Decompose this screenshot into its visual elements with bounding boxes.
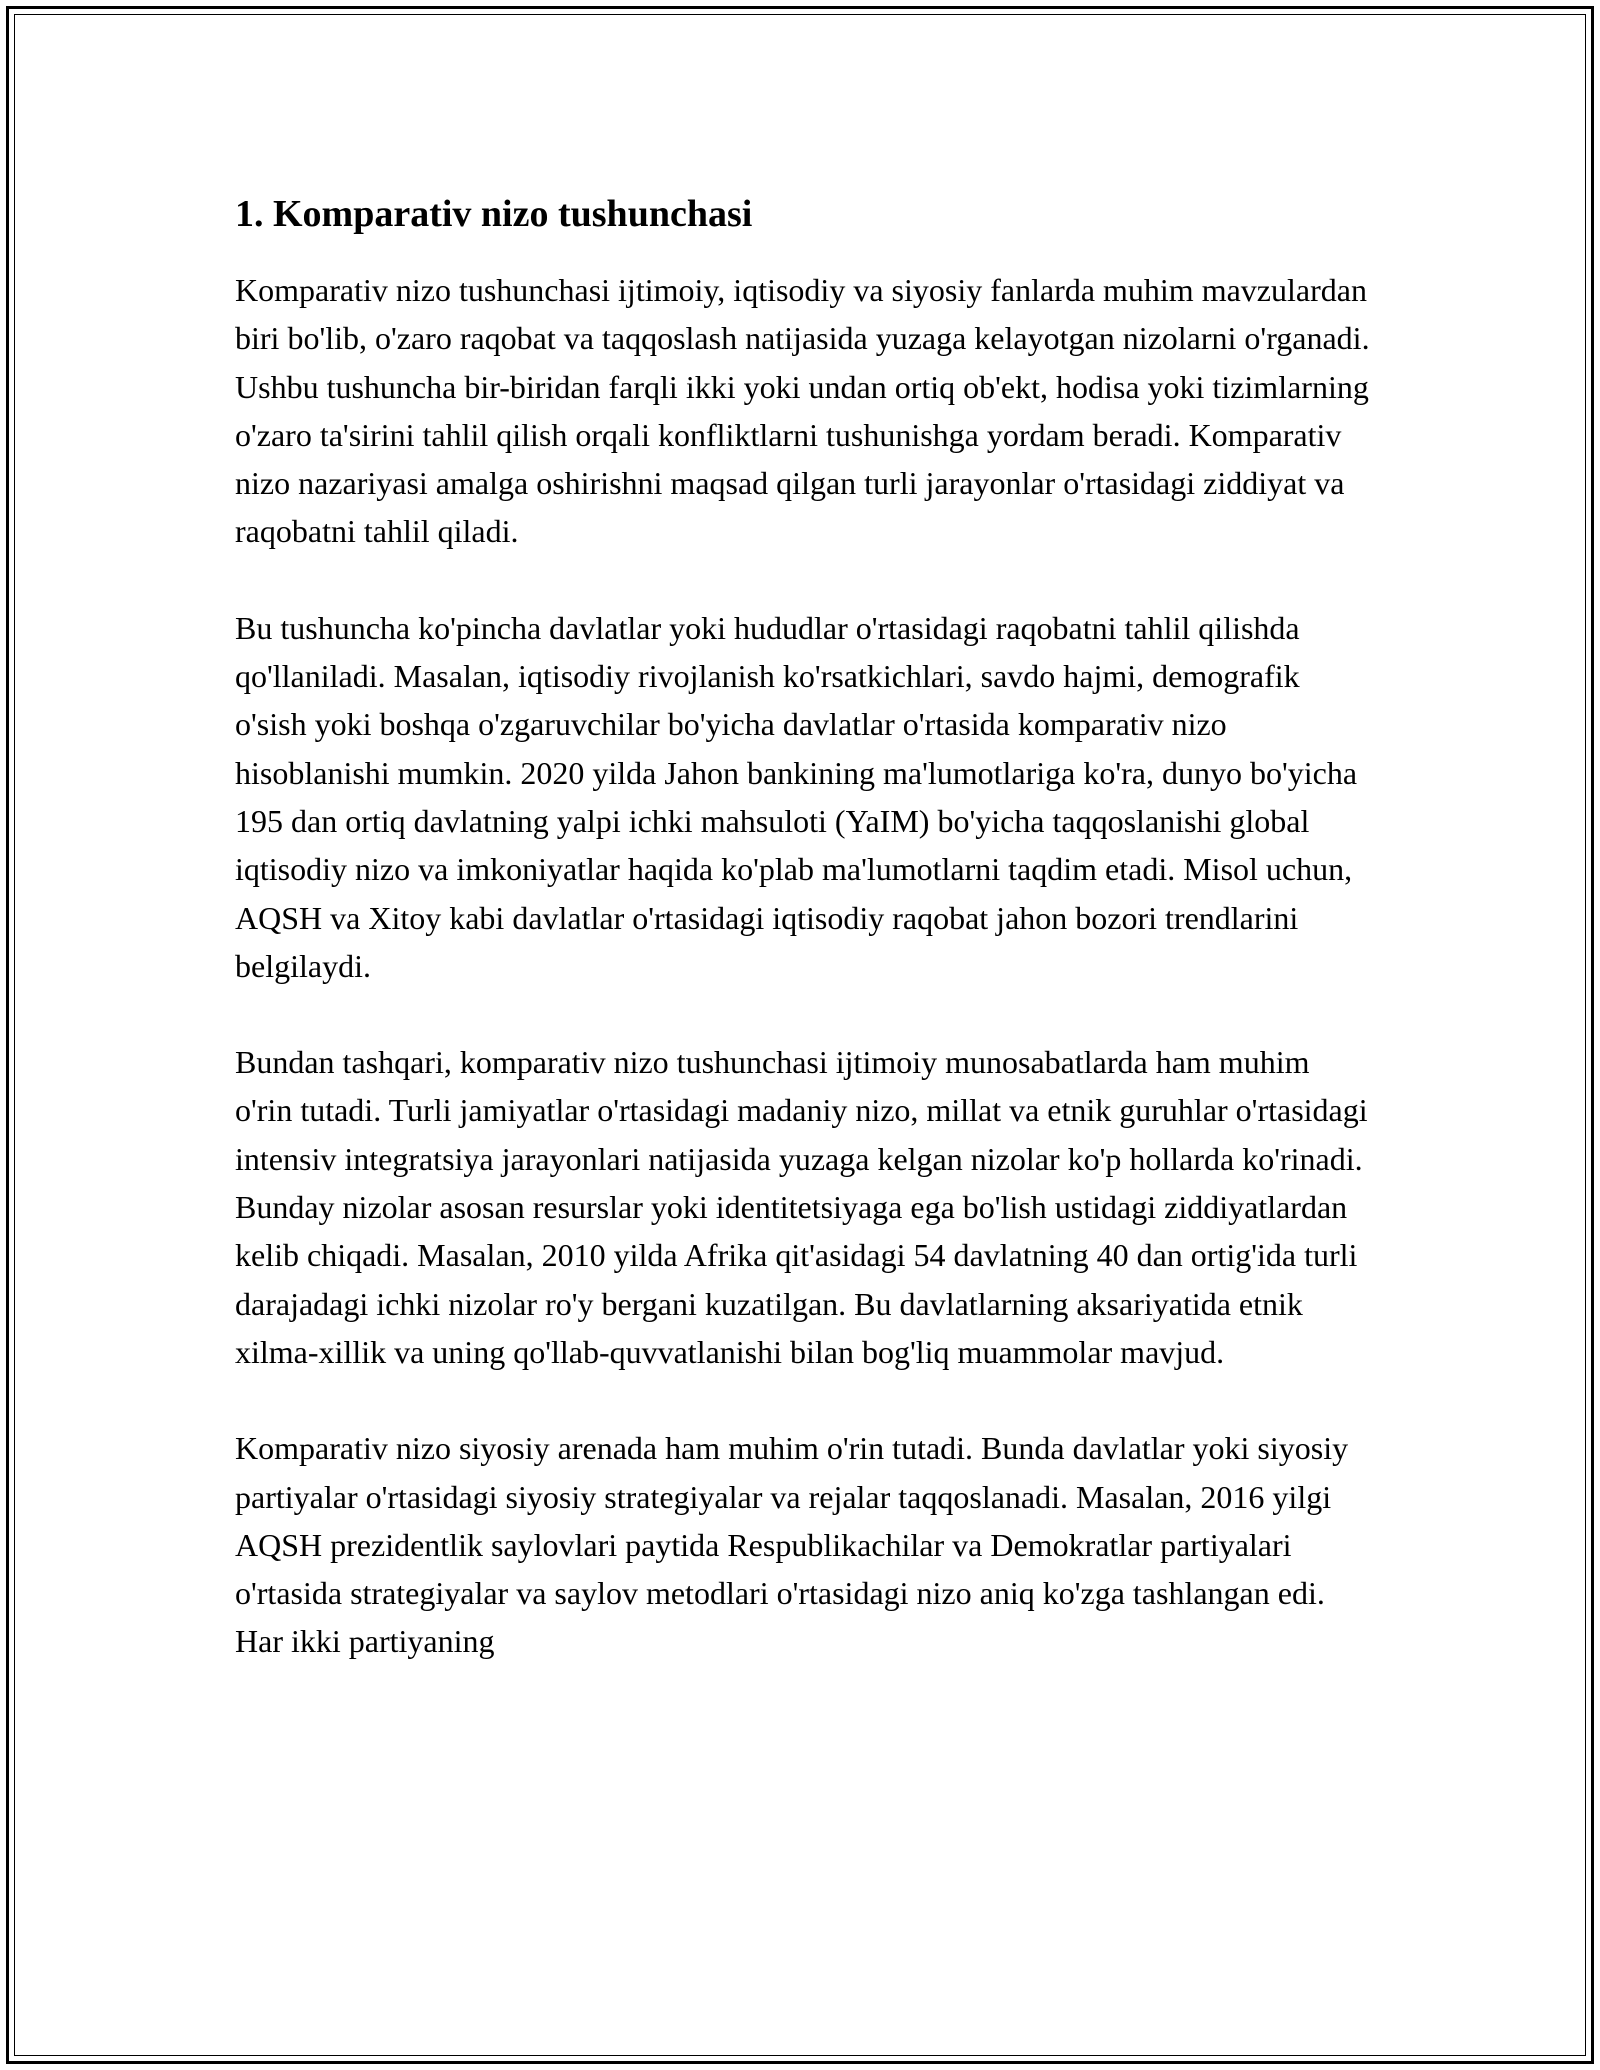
- section-heading: 1. Komparativ nizo tushunchasi: [235, 193, 753, 235]
- document-body: [235, 190, 1370, 1714]
- paragraph-1: Komparativ nizo tushunchasi ijtimoiy, iqtisodiy va siyosiy fanlarda muhim mavzulardan biri bo'lib, o'zaro raqobat va taqqoslash natijasida yuzaga kelayotgan nizolarni o'rganadi. Ushbu tushuncha bir-biridan farqli ikki yoki undan ortiq ob'ekt, hodisa yoki tizimlarning o'zaro ta'sirini tahlil qilish orqali konfliktlarni tushunishga yordam beradi. Komparativ nizo nazariyasi amalga oshirishni maqsad qilgan turli jarayonlar o'rtasidagi ziddiyat va raqobatni tahlil qiladi.: [235, 272, 1370, 550]
- paragraph-2: Bu tushuncha ko'pincha davlatlar yoki hududlar o'rtasidagi raqobatni tahlil qilishda qo'llaniladi. Masalan, iqtisodiy rivojlanish ko'rsatkichlari, savdo hajmi, demografik o'sish yoki boshqa o'zgaruvchilar bo'yicha davlatlar o'rtasida komparativ nizo hisoblanishi mumkin. 2020 yilda Jahon bankining ma'lumotlariga ko'ra, dunyo bo'yicha 195 dan ortiq davlatning yalpi ichki mahsuloti (YaIM) bo'yicha taqqoslanishi global iqtisodiy nizo va imkoniyatlar haqida ko'plab ma'lumotlarni taqdim etadi. Misol uchun, AQSH va Xitoy kabi davlatlar o'rtasidagi iqtisodiy raqobat jahon bozori trendlarini belgilaydi.: [235, 609, 1358, 984]
- paragraph-4: Komparativ nizo siyosiy arenada ham muhim o'rin tutadi. Bunda davlatlar yoki siyosiy partiyalar o'rtasidagi siyosiy strategiyalar va rejalar taqqoslanadi. Masalan, 2016 yilgi AQSH prezidentlik saylovlari paytida Respublikachilar va Demokratlar partiyalari o'rtasida strategiyalar va saylov metodlari o'rtasidagi nizo aniq ko'zga tashlangan edi. Har ikki partiyaning: [235, 1430, 1349, 1660]
- paragraph-3: Bundan tashqari, komparativ nizo tushunchasi ijtimoiy munosabatlarda ham muhim o'rin tutadi. Turli jamiyatlar o'rtasidagi madaniy nizo, millat va etnik guruhlar o'rtasidagi intensiv integratsiya jarayonlari natijasida yuzaga kelgan nizolar ko'p hollarda ko'rinadi. Bunday nizolar asosan resurslar yoki identitetsiyaga ega bo'lish ustidagi ziddiyatlardan kelib chiqadi. Masalan, 2010 yilda Afrika qit'asidagi 54 davlatning 40 dan ortig'ida turli darajadagi ichki nizolar ro'y bergani kuzatilgan. Bu davlatlarning aksariyatida etnik xilma-xillik va uning qo'llab-quvvatlanishi bilan bog'liq muammolar mavjud.: [235, 1044, 1368, 1370]
